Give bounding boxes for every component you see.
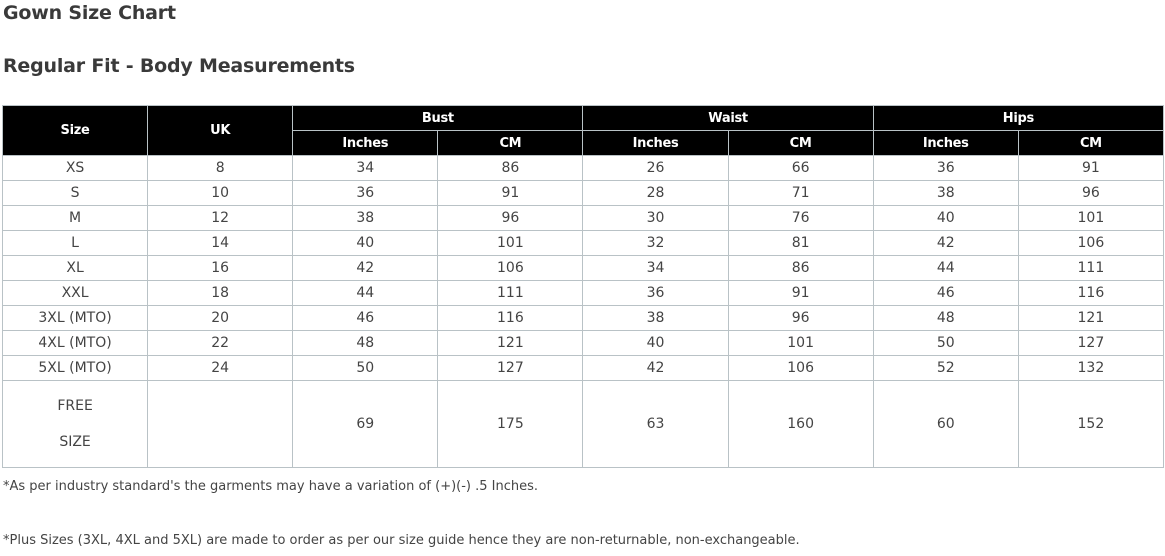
cell-waist-cm: 76 [728, 206, 873, 231]
cell-waist-cm: 96 [728, 306, 873, 331]
cell-bust-inches: 34 [293, 156, 438, 181]
size-chart-table [2, 105, 1164, 468]
page-title: Gown Size Chart [3, 2, 176, 24]
header-hips: Hips [873, 106, 1163, 131]
cell-size: 4XL (MTO) [3, 331, 148, 356]
cell-hips-inches: 60 [873, 381, 1018, 468]
cell-uk: 22 [148, 331, 293, 356]
cell-size: XS [3, 156, 148, 181]
header-bust-inches: Inches [293, 131, 438, 156]
cell-size: XXL [3, 281, 148, 306]
cell-bust-cm: 106 [438, 256, 583, 281]
cell-uk: 18 [148, 281, 293, 306]
cell-bust-inches: 38 [293, 206, 438, 231]
cell-waist-inches: 28 [583, 181, 728, 206]
cell-waist-cm: 91 [728, 281, 873, 306]
table-row [3, 156, 1164, 181]
cell-waist-inches: 32 [583, 231, 728, 256]
cell-hips-cm: 121 [1018, 306, 1163, 331]
cell-bust-inches: 50 [293, 356, 438, 381]
cell-bust-inches: 44 [293, 281, 438, 306]
cell-bust-cm: 121 [438, 331, 583, 356]
cell-hips-inches: 48 [873, 306, 1018, 331]
cell-uk [148, 381, 293, 468]
cell-bust-inches: 36 [293, 181, 438, 206]
cell-uk: 10 [148, 181, 293, 206]
cell-bust-inches: 40 [293, 231, 438, 256]
cell-bust-cm: 116 [438, 306, 583, 331]
cell-bust-cm: 101 [438, 231, 583, 256]
cell-size: S [3, 181, 148, 206]
cell-uk: 20 [148, 306, 293, 331]
size-chart-body [3, 156, 1164, 468]
cell-hips-cm: 111 [1018, 256, 1163, 281]
cell-waist-inches: 42 [583, 356, 728, 381]
cell-waist-cm: 106 [728, 356, 873, 381]
cell-bust-inches: 46 [293, 306, 438, 331]
header-size: Size [3, 106, 148, 156]
cell-hips-inches: 38 [873, 181, 1018, 206]
cell-size: M [3, 206, 148, 231]
cell-waist-inches: 38 [583, 306, 728, 331]
cell-hips-inches: 52 [873, 356, 1018, 381]
cell-hips-cm: 116 [1018, 281, 1163, 306]
cell-waist-cm: 160 [728, 381, 873, 468]
cell-waist-inches: 30 [583, 206, 728, 231]
cell-bust-cm: 127 [438, 356, 583, 381]
cell-bust-cm: 86 [438, 156, 583, 181]
cell-waist-inches: 36 [583, 281, 728, 306]
header-hips-cm: CM [1018, 131, 1163, 156]
cell-hips-cm: 106 [1018, 231, 1163, 256]
cell-hips-inches: 40 [873, 206, 1018, 231]
cell-waist-cm: 66 [728, 156, 873, 181]
table-row-free-size [3, 381, 1164, 468]
header-bust: Bust [293, 106, 583, 131]
cell-size [3, 381, 148, 468]
cell-waist-inches: 63 [583, 381, 728, 468]
cell-uk: 12 [148, 206, 293, 231]
cell-waist-inches: 26 [583, 156, 728, 181]
cell-hips-inches: 44 [873, 256, 1018, 281]
header-hips-inches: Inches [873, 131, 1018, 156]
cell-bust-cm: 96 [438, 206, 583, 231]
cell-waist-cm: 81 [728, 231, 873, 256]
cell-size: L [3, 231, 148, 256]
table-row [3, 231, 1164, 256]
cell-hips-cm: 96 [1018, 181, 1163, 206]
cell-waist-cm: 71 [728, 181, 873, 206]
cell-uk: 16 [148, 256, 293, 281]
cell-bust-cm: 91 [438, 181, 583, 206]
note-plus-sizes: *Plus Sizes (3XL, 4XL and 5XL) are made to order as per our size guide hence they are non-returnable, non-exchangeable. [3, 533, 800, 548]
table-row [3, 281, 1164, 306]
cell-hips-cm: 152 [1018, 381, 1163, 468]
cell-hips-cm: 101 [1018, 206, 1163, 231]
header-bust-cm: CM [438, 131, 583, 156]
header-waist: Waist [583, 106, 873, 131]
header-uk: UK [148, 106, 293, 156]
cell-bust-cm: 175 [438, 381, 583, 468]
cell-hips-cm: 91 [1018, 156, 1163, 181]
table-row [3, 181, 1164, 206]
cell-hips-inches: 46 [873, 281, 1018, 306]
cell-waist-inches: 34 [583, 256, 728, 281]
cell-uk: 8 [148, 156, 293, 181]
cell-waist-cm: 86 [728, 256, 873, 281]
cell-hips-inches: 42 [873, 231, 1018, 256]
cell-bust-inches: 42 [293, 256, 438, 281]
table-row [3, 306, 1164, 331]
cell-bust-cm: 111 [438, 281, 583, 306]
header-waist-inches: Inches [583, 131, 728, 156]
section-subtitle: Regular Fit - Body Measurements [3, 55, 355, 77]
cell-hips-inches: 36 [873, 156, 1018, 181]
cell-hips-cm: 127 [1018, 331, 1163, 356]
note-variation: *As per industry standard's the garments may have a variation of (+)(-) .5 Inches. [3, 479, 539, 494]
header-waist-cm: CM [728, 131, 873, 156]
cell-size: 5XL (MTO) [3, 356, 148, 381]
cell-waist-cm: 101 [728, 331, 873, 356]
cell-bust-inches: 69 [293, 381, 438, 468]
table-row [3, 256, 1164, 281]
free-size-line1: FREE [57, 398, 93, 414]
cell-hips-inches: 50 [873, 331, 1018, 356]
cell-size: XL [3, 256, 148, 281]
table-row [3, 331, 1164, 356]
table-row [3, 206, 1164, 231]
cell-uk: 14 [148, 231, 293, 256]
table-row [3, 356, 1164, 381]
free-size-line2: SIZE [59, 434, 91, 450]
cell-uk: 24 [148, 356, 293, 381]
cell-bust-inches: 48 [293, 331, 438, 356]
cell-hips-cm: 132 [1018, 356, 1163, 381]
cell-waist-inches: 40 [583, 331, 728, 356]
cell-size: 3XL (MTO) [3, 306, 148, 331]
